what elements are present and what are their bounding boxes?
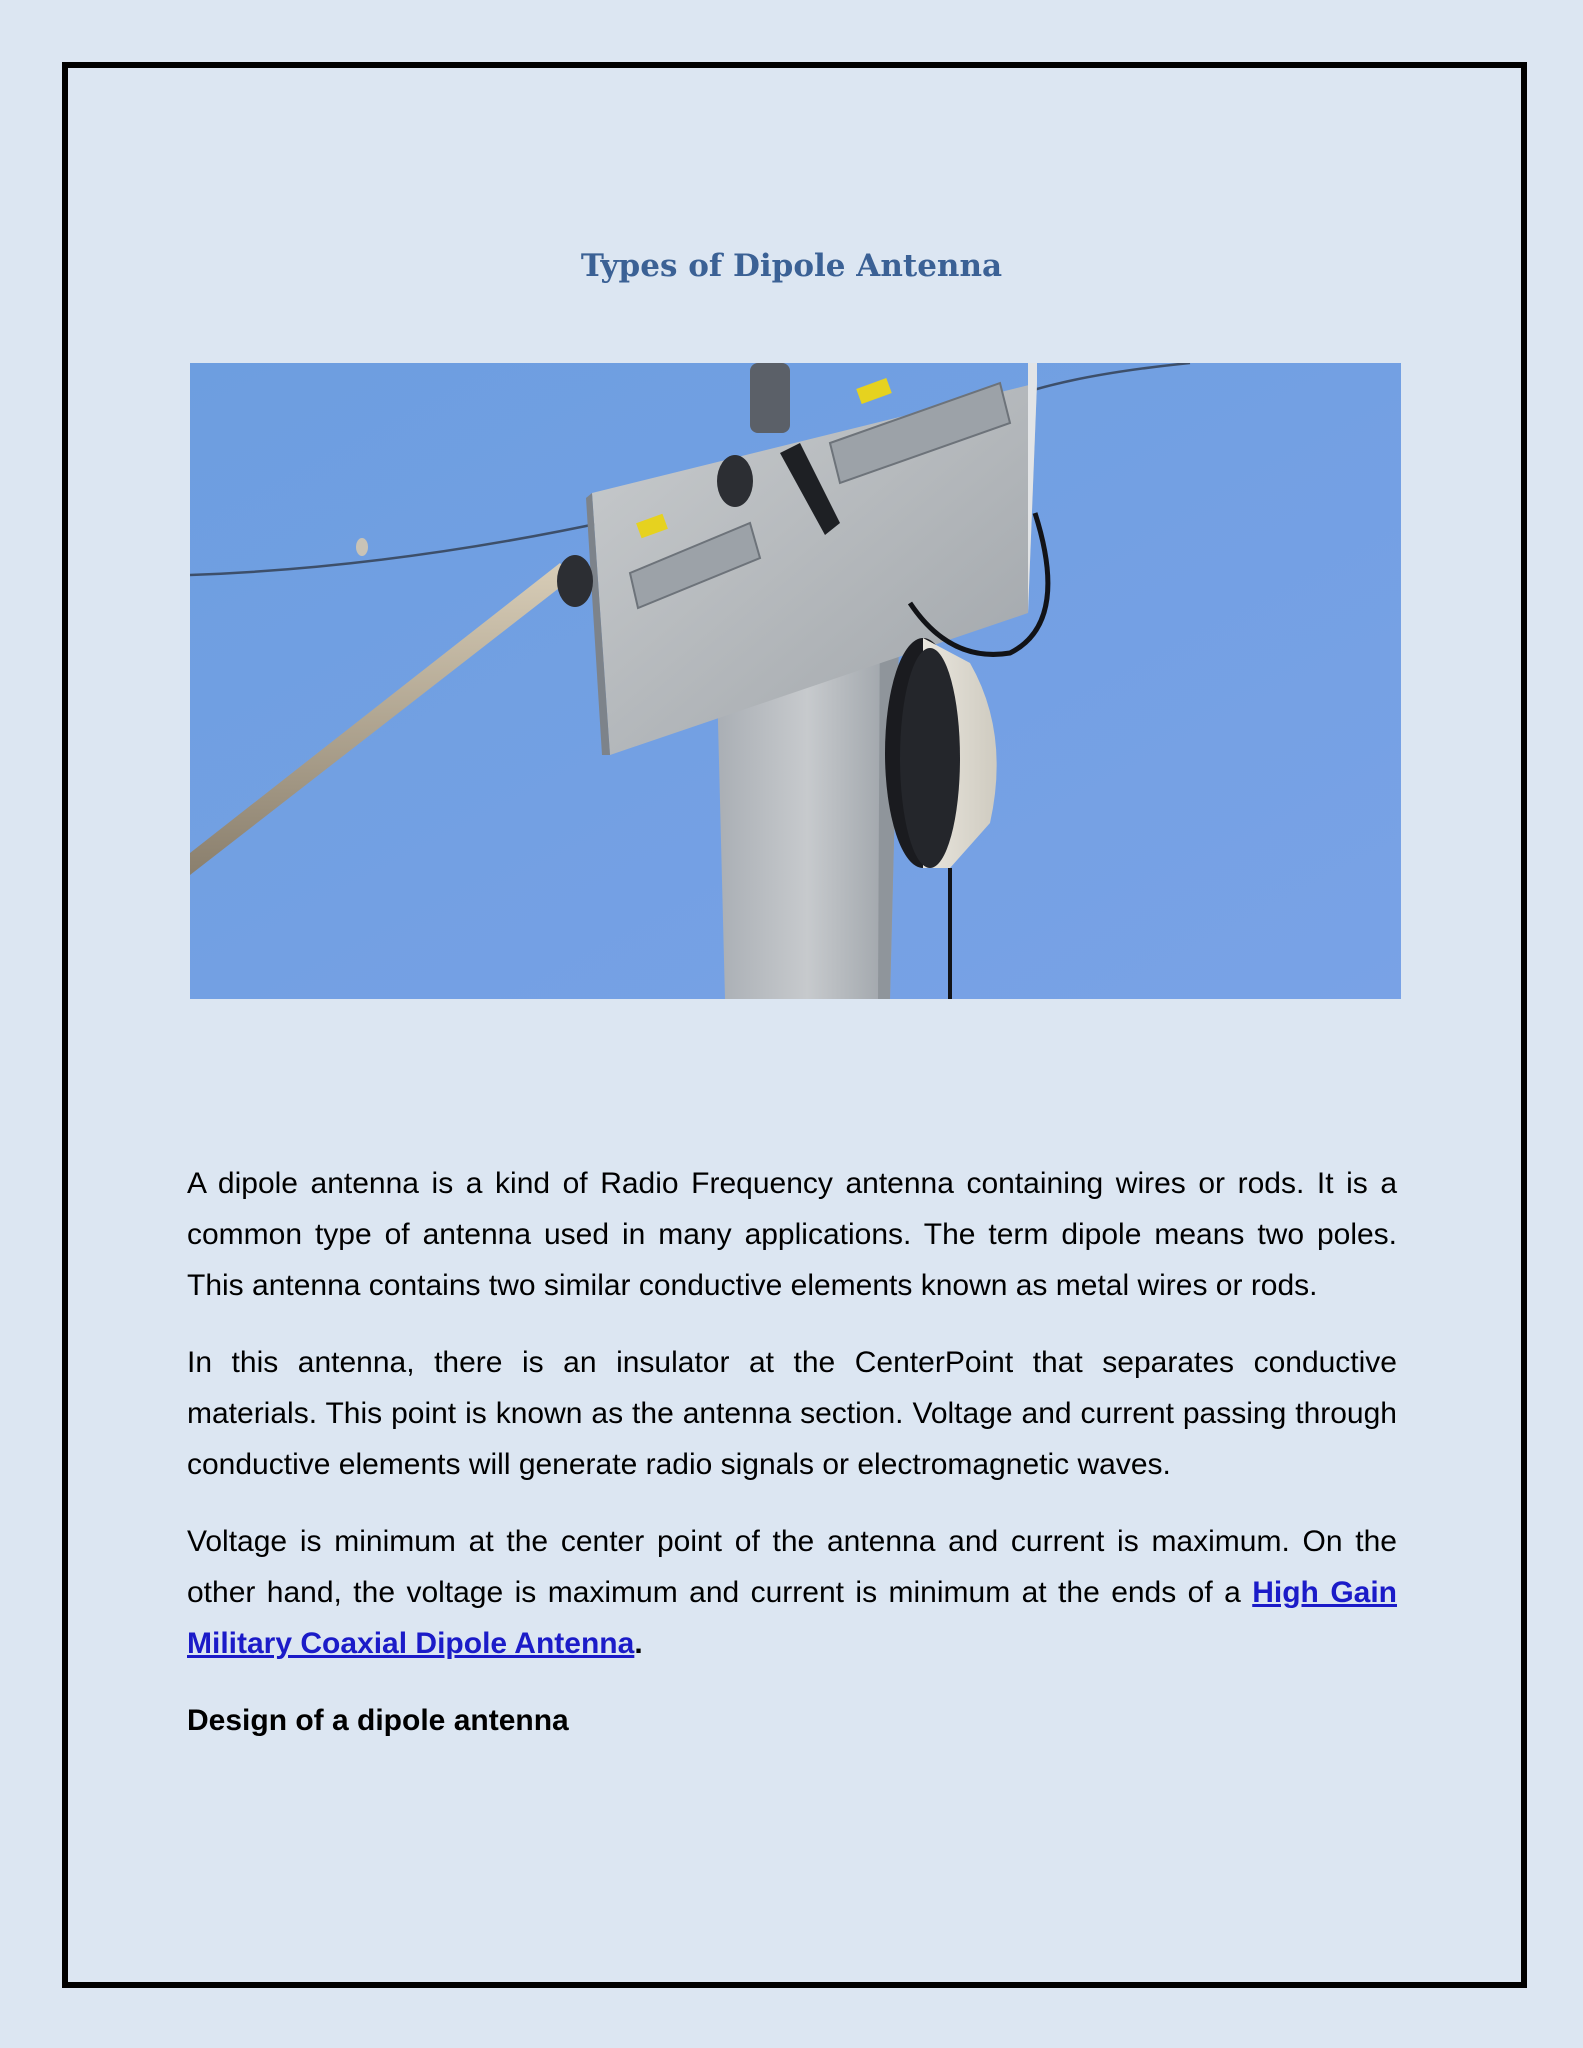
paragraph-2: In this antenna, there is an insulator at the CenterPoint that separates conductive materials. This point is known as the antenna section. Voltage and current passing through conductive elements will generate radio signals or electromagnetic waves. (187, 1346, 1397, 1481)
page-title: Types of Dipole Antenna (580, 248, 1003, 284)
article-body (187, 1158, 1397, 1772)
antenna-photo-graphic (190, 363, 1401, 999)
design-subheading: Design of a dipole antenna (187, 1704, 569, 1737)
paragraph-3-text: Voltage is minimum at the center point of the antenna and current is maximum. On the other hand, the voltage is maximum and current is minimum at the ends of a (187, 1525, 1397, 1609)
high-gain-antenna-link[interactable]: High Gain Military Coaxial Dipole Antenna (187, 1576, 1397, 1660)
paragraph-3-period: . (634, 1627, 643, 1660)
paragraph-3 (187, 1516, 1397, 1669)
dipole-antenna-photo (190, 363, 1401, 999)
paragraph-1: A dipole antenna is a kind of Radio Frequency antenna containing wires or rods. It is a common type of antenna used in many applications. The term dipole means two poles. This antenna contains two similar conductive elements known as metal wires or rods. (187, 1167, 1397, 1302)
